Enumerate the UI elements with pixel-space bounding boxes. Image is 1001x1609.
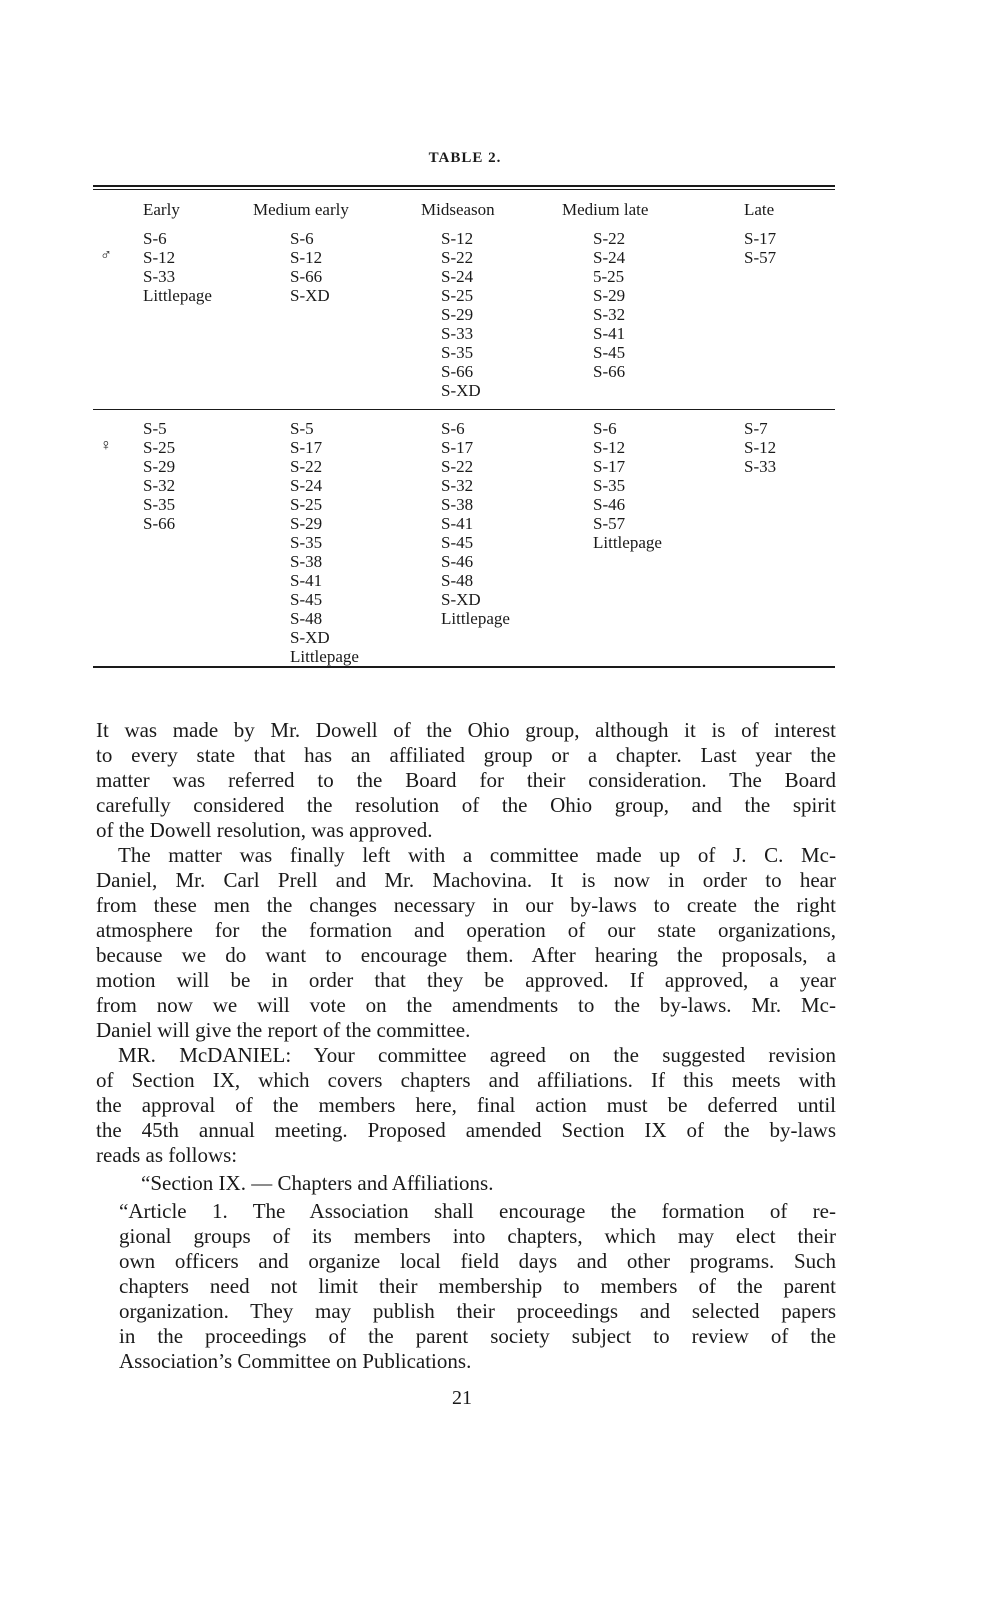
table-cell: S-66 xyxy=(441,362,474,381)
text-line: because we do want to encourage them. After hearing the proposals, a xyxy=(96,943,836,967)
female-column xyxy=(290,419,359,666)
table-cell: Littlepage xyxy=(441,609,510,628)
table-cell: S-25 xyxy=(290,495,323,514)
text-line: MR. McDANIEL: Your committee agreed on the suggested revision xyxy=(118,1043,836,1067)
table-cell: S-66 xyxy=(290,267,323,286)
table-cell: S-48 xyxy=(290,609,323,628)
text-line: reads as follows: xyxy=(96,1143,238,1167)
table-cell: S-6 xyxy=(593,419,617,438)
column-header: Early xyxy=(143,200,180,219)
paragraph-p2 xyxy=(96,843,836,1043)
table-cell: S-32 xyxy=(593,305,626,324)
column-header: Medium early xyxy=(253,200,349,219)
table-cell: S-46 xyxy=(593,495,626,514)
text-line: Association’s Committee on Publications. xyxy=(119,1349,472,1373)
text-line: of Section IX, which covers chapters and affiliations. If this meets with xyxy=(96,1068,836,1092)
table-cell: S-22 xyxy=(441,457,474,476)
table-cell: S-41 xyxy=(441,514,474,533)
table-cell: S-45 xyxy=(290,590,323,609)
table-cell: S-66 xyxy=(593,362,626,381)
table-top-rule xyxy=(93,185,835,187)
male-column xyxy=(593,229,625,381)
table-cell: S-32 xyxy=(441,476,474,495)
female-column xyxy=(143,419,175,533)
table-cell: S-XD xyxy=(441,381,481,400)
table-cell: S-46 xyxy=(441,552,474,571)
text-line: the 45th annual meeting. Proposed amended Section IX of the by-laws xyxy=(96,1118,836,1142)
text-line: carefully considered the resolution of the Ohio group, and the spirit xyxy=(96,793,836,817)
table-cell: S-45 xyxy=(441,533,474,552)
text-line: It was made by Mr. Dowell of the Ohio group, although it is of interest xyxy=(96,718,836,742)
table-cell: S-29 xyxy=(143,457,176,476)
column-header: Medium late xyxy=(562,200,649,219)
table-cell: S-12 xyxy=(441,229,474,248)
table-cell: S-17 xyxy=(441,438,474,457)
text-line: in the proceedings of the parent society subject to review of the xyxy=(119,1324,836,1348)
text-line: from now we will vote on the amendments to the by-laws. Mr. Mc- xyxy=(96,993,836,1017)
table-cell: S-XD xyxy=(441,590,481,609)
table-cell: S-6 xyxy=(143,229,167,248)
table-cell: Littlepage xyxy=(290,647,359,666)
table-cell: S-35 xyxy=(593,476,626,495)
paragraph-p4 xyxy=(96,1171,836,1196)
female-column xyxy=(441,419,510,628)
table-cell: S-66 xyxy=(143,514,176,533)
column-header: Late xyxy=(744,200,775,219)
table-cell: S-XD xyxy=(290,286,330,305)
table-title: TABLE 2. xyxy=(428,150,502,166)
male-column xyxy=(441,229,481,400)
table-top-rule-inner xyxy=(93,189,835,190)
text-line: Daniel, Mr. Carl Prell and Mr. Machovina. It is now in order to hear xyxy=(96,868,836,892)
table-divider xyxy=(93,409,835,410)
table-cell: S-33 xyxy=(441,324,474,343)
text-line: “Section IX. — Chapters and Affiliations. xyxy=(141,1171,494,1195)
table-cell: S-5 xyxy=(290,419,314,438)
table-cell: Littlepage xyxy=(593,533,662,552)
table-cell: S-22 xyxy=(593,229,626,248)
table-cell: S-57 xyxy=(593,514,626,533)
male-column xyxy=(744,229,776,267)
text-line: organization. They may publish their proceedings and selected papers xyxy=(119,1299,836,1323)
text-line: to every state that has an affiliated group or a chapter. Last year the xyxy=(96,743,836,767)
table-cell: S-12 xyxy=(593,438,626,457)
table-cell: Littlepage xyxy=(143,286,212,305)
male-column xyxy=(143,229,212,305)
text-line: chapters need not limit their membership to members of the parent xyxy=(119,1274,836,1298)
table-cell: S-17 xyxy=(290,438,323,457)
text-line: from these men the changes necessary in our by-laws to create the right xyxy=(96,893,836,917)
text-line: “Article 1. The Association shall encourage the formation of re- xyxy=(119,1199,836,1223)
paragraph-p3 xyxy=(96,1043,836,1168)
table-cell: S-45 xyxy=(593,343,626,362)
table-cell: S-29 xyxy=(290,514,323,533)
table-cell: S-5 xyxy=(143,419,167,438)
text-line: The matter was finally left with a committee made up of J. C. Mc- xyxy=(118,843,836,867)
female-symbol: ♀ xyxy=(100,437,112,454)
table-cell: S-12 xyxy=(290,248,323,267)
page-number: 21 xyxy=(452,1387,472,1409)
text-line: motion will be in order that they be approved. If approved, a year xyxy=(96,968,836,992)
text-line: matter was referred to the Board for their consideration. The Board xyxy=(96,768,836,792)
text-line: own officers and organize local field days and other programs. Such xyxy=(119,1249,836,1273)
table-cell: S-22 xyxy=(290,457,323,476)
table-cell: S-29 xyxy=(441,305,474,324)
table-cell: S-6 xyxy=(290,229,314,248)
table-cell: S-35 xyxy=(143,495,176,514)
table-cell: S-17 xyxy=(744,229,777,248)
table-cell: S-XD xyxy=(290,628,330,647)
table-cell: S-41 xyxy=(290,571,323,590)
table-cell: S-57 xyxy=(744,248,777,267)
table-cell: S-33 xyxy=(143,267,176,286)
table-cell: S-38 xyxy=(290,552,323,571)
table-cell: S-24 xyxy=(441,267,474,286)
text-line: the approval of the members here, final action must be deferred until xyxy=(96,1093,836,1117)
table-bottom-rule xyxy=(93,666,835,668)
text-line: gional groups of its members into chapters, which may elect their xyxy=(119,1224,836,1248)
column-header: Midseason xyxy=(421,200,495,219)
text-line: atmosphere for the formation and operation of our state organizations, xyxy=(96,918,836,942)
male-column xyxy=(290,229,330,305)
table-cell: S-48 xyxy=(441,571,474,590)
text-line: Daniel will give the report of the committee. xyxy=(96,1018,471,1042)
table-cell: S-35 xyxy=(441,343,474,362)
paragraph-p5 xyxy=(119,1199,836,1374)
female-column xyxy=(593,419,662,552)
table-cell: S-38 xyxy=(441,495,474,514)
table-cell: S-6 xyxy=(441,419,465,438)
table-cell: S-22 xyxy=(441,248,474,267)
table-cell: S-25 xyxy=(441,286,474,305)
female-column xyxy=(744,419,776,476)
male-symbol: ♂ xyxy=(100,247,112,264)
table-cell: S-32 xyxy=(143,476,176,495)
table-cell: S-24 xyxy=(593,248,626,267)
paragraph-p1 xyxy=(96,718,836,843)
table-cell: S-24 xyxy=(290,476,323,495)
table-cell: S-7 xyxy=(744,419,768,438)
table-cell: S-41 xyxy=(593,324,626,343)
table-cell: S-29 xyxy=(593,286,626,305)
text-line: of the Dowell resolution, was approved. xyxy=(96,818,433,842)
table-cell: 5-25 xyxy=(593,267,625,286)
table-cell: S-35 xyxy=(290,533,323,552)
table-cell: S-12 xyxy=(744,438,777,457)
table-cell: S-33 xyxy=(744,457,777,476)
table-cell: S-17 xyxy=(593,457,626,476)
table-cell: S-12 xyxy=(143,248,176,267)
table-cell: S-25 xyxy=(143,438,176,457)
